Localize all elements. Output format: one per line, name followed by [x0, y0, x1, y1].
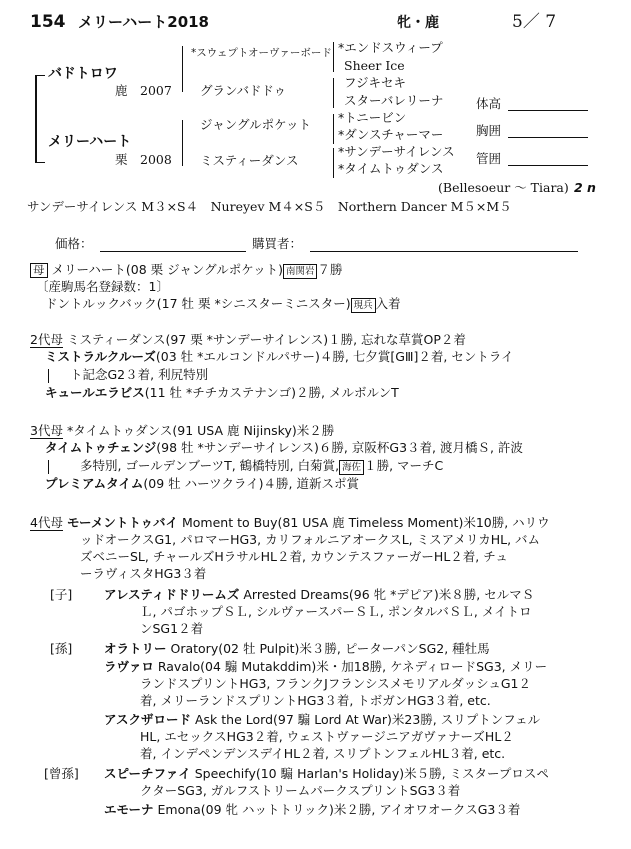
dam-line1: 母 メリーハート(08 栗 ジャングルポケット) 南関岩 ７勝: [30, 262, 343, 279]
g3-ancestor: *タイムトゥダンス: [338, 161, 444, 176]
g3-ancestor: *エンドスウィープ: [338, 40, 443, 55]
gen4-line4: ーラヴィスタHG3３着: [80, 566, 207, 581]
price-field[interactable]: [100, 251, 246, 252]
gen3-line2: タイムトゥチェンジ(98 牡 *サンデーサイレンス)６勝, 京阪杯G3３着, 渡月橋Ｓ, 許波: [45, 440, 523, 455]
chest-label: 胸囲: [476, 123, 502, 138]
family-number: 2 n: [574, 180, 596, 195]
region-badge: 南関岩: [283, 264, 318, 279]
dam-tag: 母: [30, 263, 48, 278]
buyer-label: 購買者：: [252, 236, 303, 251]
dam-bracket: [182, 120, 183, 166]
sire-bracket: [182, 46, 183, 92]
gen2-line3: ト記念G2３着, 利尻特別: [70, 367, 209, 382]
grandchild-line: ランドスプリントHG3, フランクJフランシスメモリアルダッシュG1２: [140, 676, 531, 691]
bracket-tick: [35, 75, 45, 76]
child-line3: ンSG1２着: [140, 621, 204, 636]
bracket-tick: [35, 162, 45, 163]
sex-color: 牝・鹿: [397, 15, 439, 31]
gen3-tag: 3代母: [30, 423, 63, 438]
grandchild-line: HL, エセックスHG3２着, ウェストヴァージニアガヴァナーズHL２: [140, 729, 514, 744]
price-label: 価格：: [55, 236, 93, 251]
dam-sire: ジャングルポケット: [200, 117, 312, 132]
grandchild-line: 着, インデペンデンスデイHL２着, スリプトンフェルHL３着, etc.: [140, 746, 506, 761]
gen4-line2: ッドオークスG1, パロマーHG3, カリフォルニアオークスL, ミスアメリカHL, バム: [80, 532, 541, 547]
family-tail: (Bellesoeur ～ Tiara): [438, 180, 569, 195]
gen4-line3: ズベニーSL, チャールズHラサルHL２着, カウンテスファーガーHL２着, チュ: [80, 549, 508, 564]
gen2-tag: 2代母: [30, 332, 63, 347]
region-badge: 海佐: [339, 460, 364, 475]
grandchild-line: 着, メリーランドスプリントHG3３着, トボガンHG3３着, etc.: [140, 693, 491, 708]
sale-date: 5／ 7: [512, 12, 557, 32]
child-line2: Ｌ, パゴホップＳＬ, シルヴァースパーＳＬ, ポンタルバＳＬ, メイトロ: [140, 604, 532, 619]
grandchild-tag: [孫]: [50, 641, 73, 656]
g3-ancestor: フジキセキ: [344, 75, 407, 90]
sire-info: 鹿 2007: [115, 83, 172, 98]
height-label: 体高: [476, 96, 502, 111]
height-field[interactable]: [508, 110, 588, 111]
gen2-connector: [48, 369, 49, 383]
gen3-line1: 3代母 *タイムトゥダンス(91 USA 鹿 Nijinsky)米２勝: [30, 423, 335, 438]
gen3-connector: [48, 460, 49, 474]
great-grandchild-tag: [曾孫]: [44, 766, 79, 781]
dam-line2: 〔産駒馬名登録数：1〕: [36, 279, 169, 294]
child-line1: アレスティドドリームズ Arrested Dreams(96 牝 *デピア)米８勝, セルマＳ: [104, 587, 535, 602]
chest-field[interactable]: [508, 137, 588, 138]
gen2-line1: 2代母 ミスティーダンス(97 栗 *サンデーサイレンス)１勝, 忘れな草賞OP２着: [30, 332, 466, 347]
g3-bracket: [333, 78, 334, 108]
grandchild-line: オラトリー Oratory(02 牡 Pulpit)米３勝, ピーターパンSG2, 種牡馬: [104, 641, 490, 656]
buyer-field[interactable]: [310, 251, 578, 252]
sire-dam: グランバドドゥ: [200, 83, 287, 98]
g3-bracket: [333, 148, 334, 178]
g3-bracket: [333, 114, 334, 144]
great-grandchild-line: クターSG3, ガルフストリームパークスプリントSG3３着: [140, 783, 461, 798]
cannon-field[interactable]: [508, 165, 588, 166]
grandchild-line: ラヴァロ Ravalo(04 騸 Mutakddim)米・加18勝, ケネディロードSG3, メリー: [104, 659, 548, 674]
dam-dam: ミスティーダンス: [200, 153, 299, 168]
horse-name: メリーハート2018: [78, 13, 209, 31]
gen2-line2: ミストラルクルーズ(03 牡 *エルコンドルパサー)４勝, 七夕賞[GⅢ]２着, セントライ: [45, 349, 514, 364]
sire-name: バドトロワ: [48, 66, 118, 82]
gen3-line4: プレミアムタイム(09 牡 ハーツクライ)４勝, 道新スポ賞: [45, 476, 359, 491]
g3-ancestor: *トニービン: [338, 110, 407, 125]
dam-name: メリーハート: [48, 134, 132, 150]
gen4-tag: 4代母: [30, 515, 63, 530]
region-badge: 現兵: [351, 298, 376, 313]
g3-ancestor: スターバレリーナ: [344, 93, 444, 108]
g3-ancestor: Sheer Ice: [344, 58, 405, 73]
gen4-line1: 4代母 モーメントトゥバイ Moment to Buy(81 USA 鹿 Timeless Moment)米10勝, ハリウ: [30, 515, 550, 530]
child-tag: [子]: [50, 587, 73, 602]
pedigree-bracket-left: [35, 75, 37, 163]
inbreeding: サンデーサイレンス M３×S４ Nureyev M４×S５ Northern Dancer M５×M５: [27, 199, 512, 214]
gen3-line3: 多特別, ゴールデンブーツT, 鶴橋特別, 白菊賞, 海佐 １勝, マーチC: [80, 458, 444, 473]
g3-bracket: [333, 42, 334, 72]
sire-sire: *スウェプトオーヴァーボード: [191, 47, 332, 59]
g3-ancestor: *サンデーサイレンス: [338, 144, 455, 159]
great-grandchild-line: エモーナ Emona(09 牝 ハットトリック)米２勝, アイオワオークスG3３着: [104, 802, 521, 817]
g3-ancestor: *ダンスチャーマー: [338, 127, 444, 142]
great-grandchild-line: スピーチファイ Speechify(10 騸 Harlan's Holiday)米５勝, ミスタープロスペ: [104, 766, 549, 781]
grandchild-line: アスクザロード Ask the Lord(97 騸 Lord At War)米23勝, スリプトンフェル: [104, 712, 541, 727]
gen2-line4: キュールエラビス(11 牡 *チチカステナンゴ)２勝, メルボルンT: [45, 385, 399, 400]
dam-info: 栗 2008: [115, 152, 172, 167]
dam-line3: ドントルックバック(17 牡 栗 *シニスターミニスター) 現兵 入着: [45, 296, 401, 311]
lot-number: 154: [30, 12, 66, 32]
cannon-label: 管囲: [476, 151, 502, 166]
